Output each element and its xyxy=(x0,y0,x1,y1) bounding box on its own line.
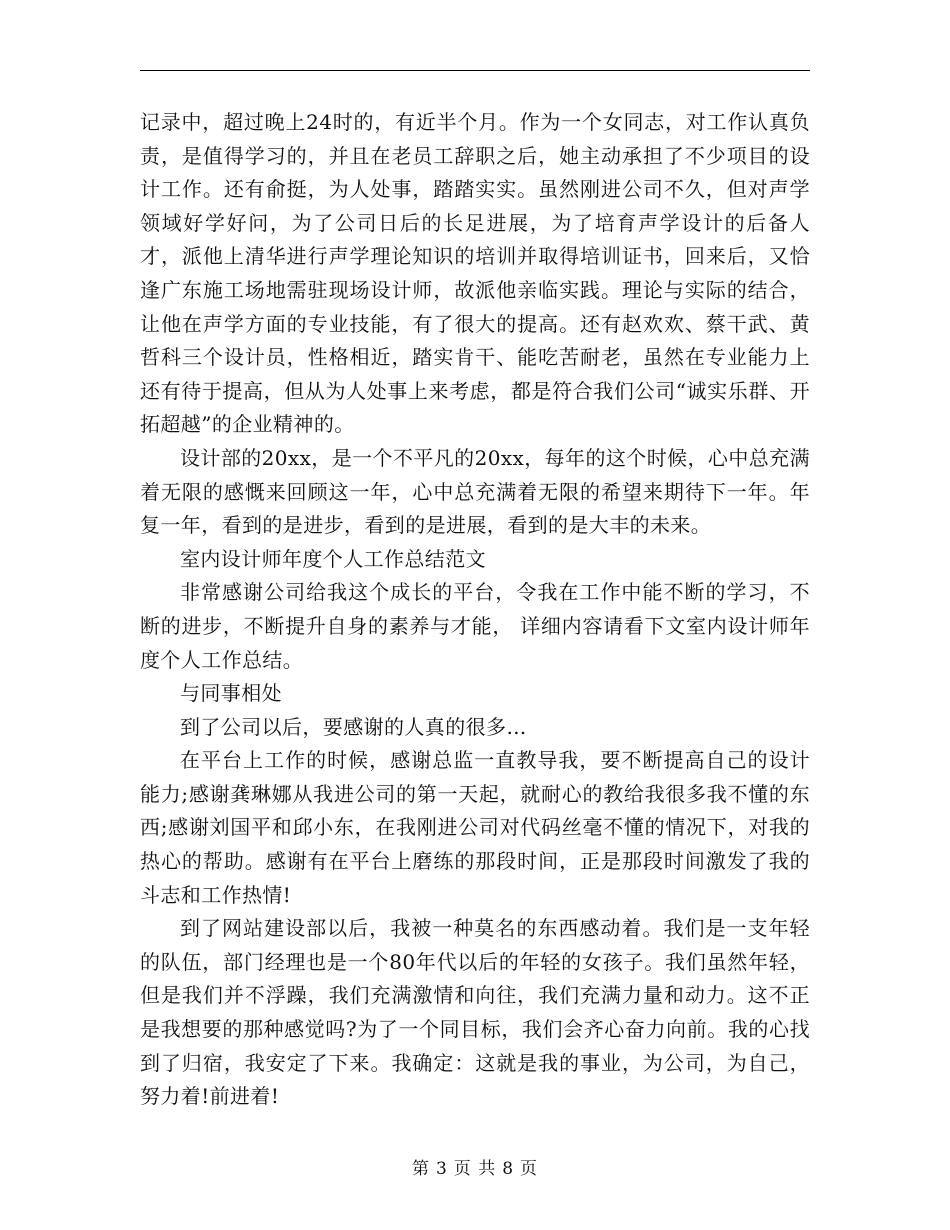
paragraph-arrival: 到了公司以后，要感谢的人真的很多… xyxy=(180,714,527,739)
paragraph-1: 记录中，超过晚上24时的，有近半个月。作为一个女同志，对工作认真负责，是值得学习的，并且在老员工辞职之后，她主动承担了不少项目的设计工作。还有俞挺，为人处事，踏踏实实。虽然刚进公司不久，但对声学领域好学好问，为了公司日后的长足进展，为了培育声学设计的后备人才，派他上清华进行声学理论知识的培训并取得培训证书，回来后，又恰逢广东施工场地需驻现场设计师，故派他亲临实践。理论与实际的结合，让他在声学方面的专业技能，有了很大的提高。还有赵欢欢、蔡干武、黄哲科三个设计员，性格相近，踏实肯干、能吃苦耐老，虽然在专业能力上还有待于提高，但从为人处事上来考虑，都是符合我们公司“诚实乐群、开拓超越”的企业精神的。 xyxy=(140,110,810,437)
section-heading: 室内设计师年度个人工作总结范文 xyxy=(180,546,486,571)
header-rule xyxy=(140,70,810,71)
page-footer xyxy=(0,1154,950,1179)
document-body xyxy=(140,106,810,1114)
paragraph-2: 设计部的20xx，是一个不平凡的20xx，每年的这个时候，心中总充满着无限的感慨来回顾这一年，心中总充满着无限的希望来期待下一年。年复一年，看到的是进步，看到的是进展，看到的是大丰的未来。 xyxy=(140,445,810,538)
footer-total-pages: 8 xyxy=(502,1159,515,1179)
footer-prefix: 第 xyxy=(411,1159,430,1179)
footer-suffix: 页 xyxy=(520,1159,539,1179)
footer-middle: 页 共 xyxy=(453,1159,497,1179)
paragraph-website-dept: 到了网站建设部以后，我被一种莫名的东西感动着。我们是一支年轻的队伍，部门经理也是一个80年代以后的年轻的女孩子。我们虽然年轻，但是我们并不浮躁，我们充满激情和向往，我们充满力量和动力。这不正是我想要的那种感觉吗?为了一个同目标，我们会齐心奋力向前。我的心找到了归宿，我安定了下来。我确定：这就是我的事业，为公司，为自己，努力着!前进着! xyxy=(140,916,810,1109)
footer-current-page: 3 xyxy=(435,1159,448,1179)
subheading-colleagues: 与同事相处 xyxy=(180,681,282,706)
paragraph-platform: 在平台上工作的时候，感谢总监一直教导我，要不断提高自己的设计能力;感谢龚琳娜从我进公司的第一天起，就耐心的教给我很多我不懂的东西;感谢刘国平和邱小东，在我刚进公司对代码丝毫不懂的情况下，对我的热心的帮助。感谢有在平台上磨练的那段时间，正是那段时间激发了我的斗志和工作热情! xyxy=(140,748,810,907)
paragraph-intro: 非常感谢公司给我这个成长的平台，令我在工作中能不断的学习，不断的进步，不断提升自身的素养与才能， 详细内容请看下文室内设计师年度个人工作总结。 xyxy=(140,580,810,672)
